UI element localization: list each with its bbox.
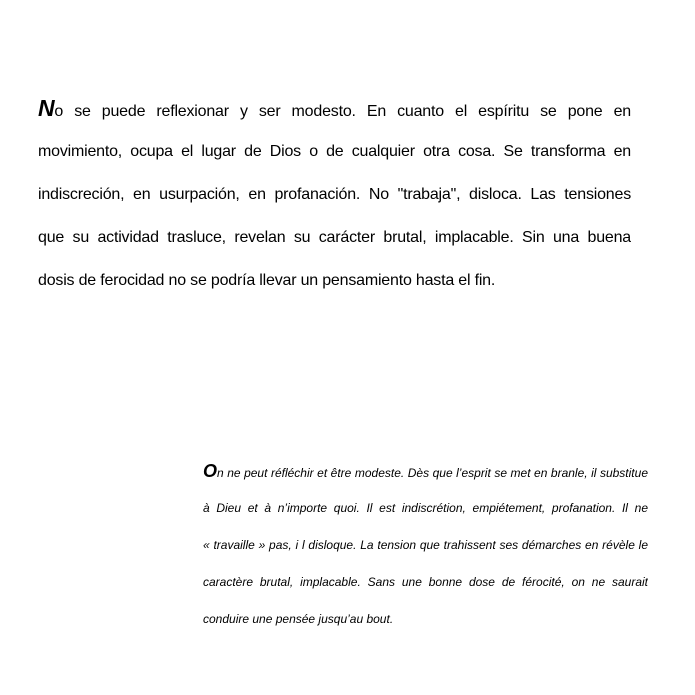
french-line-1-text: n ne peut réfléchir et être modeste. Dès que l’esprit se met en branle, il substitue xyxy=(217,466,648,480)
spanish-line-4: que su actividad trasluce, revelan su carácter brutal, implacable. Sin una buena xyxy=(38,229,631,246)
spanish-drop-cap: N xyxy=(38,95,55,121)
french-line-2: à Dieu et à n’importe quoi. Il est indiscrétion, empiétement, profanation. Il ne xyxy=(203,501,648,515)
spanish-line-3: indiscreción, en usurpación, en profanación. No "trabaja", disloca. Las tensiones xyxy=(38,186,631,203)
spanish-line-5: dosis de ferocidad no se podría llevar un pensamiento hasta el fin. xyxy=(38,272,496,289)
spanish-line-1-text: o se puede reflexionar y ser modesto. En cuanto el espíritu se pone en xyxy=(54,103,631,120)
french-line-1 xyxy=(203,453,648,490)
french-line-5: conduire une pensée jusqu’au bout. xyxy=(203,612,394,626)
spanish-line-2: movimiento, ocupa el lugar de Dios o de cualquier otra cosa. Se transforma en xyxy=(38,143,631,160)
spanish-paragraph xyxy=(38,87,631,302)
french-paragraph xyxy=(203,453,648,638)
french-line-3: « travaille » pas, i l disloque. La tension que trahissent ses démarches en révèle le xyxy=(203,538,648,552)
french-line-4: caractère brutal, implacable. Sans une bonne dose de férocité, on ne saurait xyxy=(203,575,648,589)
french-drop-cap: O xyxy=(203,461,218,481)
spanish-line-1 xyxy=(38,87,631,130)
